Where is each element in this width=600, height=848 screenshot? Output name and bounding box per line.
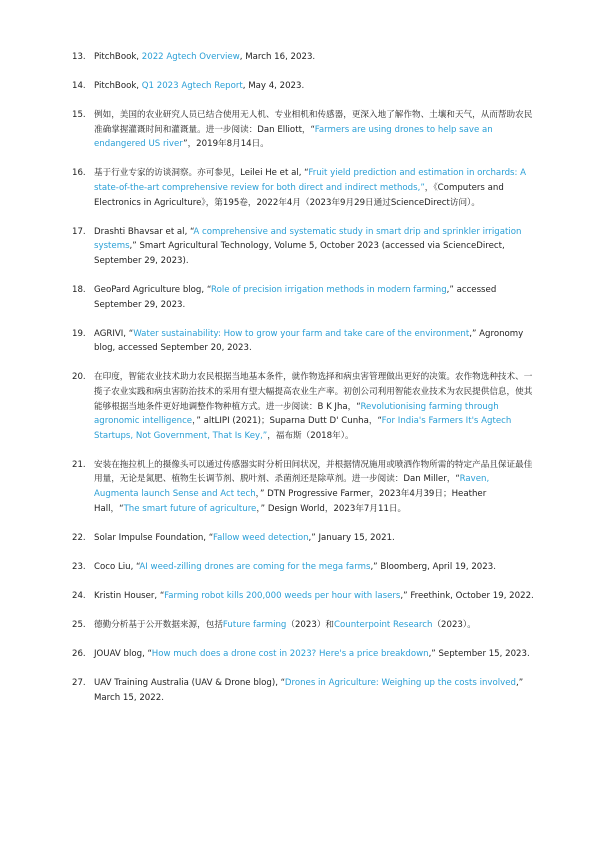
reference-text-segment: （2023）和 <box>286 620 335 631</box>
reference-text-segment: PitchBook, <box>94 81 142 92</box>
reference-link[interactable]: Farming robot kills 200,000 weeds per hour with lasers <box>164 590 401 601</box>
reference-link[interactable]: Future farming <box>222 620 287 631</box>
reference-text <box>94 560 534 575</box>
reference-link[interactable]: Revolutionising farming through agronomic intelligence <box>94 401 499 427</box>
reference-number: 19. <box>72 328 86 339</box>
reference-text-segment: （2023）。 <box>432 620 476 631</box>
reference-item <box>0 647 600 662</box>
reference-link[interactable]: Water sustainability: How to grow your farm and take care of the environment <box>133 328 470 339</box>
reference-text-segment: ,” January 15, 2021. <box>308 532 395 543</box>
reference-item <box>0 79 600 94</box>
reference-text-segment: GeoPard Agriculture blog, “ <box>94 285 212 296</box>
reference-text-segment: ,” Agronomy blog, accessed September 20, 2023. <box>94 328 524 354</box>
reference-item <box>0 560 600 575</box>
reference-number: 13. <box>72 52 86 62</box>
reference-item <box>0 225 600 269</box>
reference-text-segment: ，” DTN Progressive Farmer，2023年4月39日；Heather Hall，“ <box>94 489 487 514</box>
reference-link[interactable]: Fallow weed detection <box>212 532 309 543</box>
reference-link[interactable]: AI weed-zilling drones are coming for the mega farms <box>139 561 371 572</box>
reference-number: 18. <box>72 285 86 296</box>
reference-item <box>0 618 600 633</box>
reference-item <box>0 166 600 210</box>
reference-list <box>0 50 600 720</box>
reference-link[interactable]: Drones in Agriculture: Weighing up the costs involved <box>284 678 516 689</box>
reference-text <box>94 618 534 633</box>
reference-text-segment: UAV Training Australia (UAV & Drone blog), “ <box>94 678 285 689</box>
reference-text-segment: 例如，美国的农业研究人员已结合使用无人机、专业相机和传感器，更深入地了解作物、土壤和天气，从而帮助农民准确掌握灌溉时间和灌溉量。进一步阅读：Dan Elliott，“ <box>94 110 533 135</box>
reference-text-segment: ,” accessed September 29, 2023. <box>94 285 497 310</box>
reference-text <box>94 166 534 210</box>
reference-text-segment: ，” altLIPI (2021)；Suparna Dutt D' Cunha，“ <box>192 416 382 427</box>
reference-link[interactable]: Raven, Augmenta launch Sense and Act tech <box>94 474 490 500</box>
reference-text <box>94 589 534 604</box>
reference-link[interactable]: Fruit yield prediction and estimation in orchards: A state-of-the-art comprehensive review for both direct and indirect methods,” <box>94 168 527 194</box>
reference-text-segment: AGRIVI, “ <box>94 328 134 339</box>
reference-number: 16. <box>72 168 86 179</box>
reference-text <box>94 458 534 516</box>
reference-number: 22. <box>72 532 86 543</box>
reference-text-segment: PitchBook, <box>94 52 142 62</box>
reference-text-segment: ”，2019年8月14日。 <box>183 139 269 150</box>
reference-item <box>0 283 600 312</box>
reference-text <box>94 531 534 546</box>
reference-link[interactable]: Counterpoint Research <box>334 620 433 631</box>
reference-link[interactable]: 2022 Agtech Overview <box>141 52 240 62</box>
reference-text <box>94 647 534 662</box>
reference-number: 21. <box>72 459 86 470</box>
reference-number: 24. <box>72 590 86 601</box>
reference-text <box>94 225 534 269</box>
reference-text-segment: , March 16, 2023. <box>239 52 316 62</box>
reference-link[interactable]: Role of precision irrigation methods in modern farming <box>211 285 447 296</box>
reference-text <box>94 327 534 356</box>
reference-number: 20. <box>72 372 86 383</box>
reference-item <box>0 327 600 356</box>
reference-item <box>0 458 600 516</box>
reference-text-segment: 德勤分析基于公开数据来源，包括 <box>94 620 223 631</box>
reference-link[interactable]: Farmers are using drones to help save an endangered US river <box>94 124 493 150</box>
reference-text-segment: ，福布斯（2018年）。 <box>267 430 354 441</box>
reference-link[interactable]: For India's Farmers It's Agtech Startups, Not Government, That Is Key,” <box>94 416 512 441</box>
reference-text-segment: Coco Liu, “ <box>94 561 140 572</box>
reference-text-segment: Solar Impulse Foundation, “ <box>94 532 213 543</box>
reference-text-segment: ,” September 15, 2023. <box>428 649 530 660</box>
reference-number: 23. <box>72 561 86 572</box>
reference-item <box>0 589 600 604</box>
reference-text-segment: , May 4, 2023. <box>242 81 305 92</box>
reference-text-segment: Drashti Bhavsar et al, “ <box>94 226 194 237</box>
reference-number: 25. <box>72 620 86 631</box>
reference-link[interactable]: How much does a drone cost in 2023? Here's a price breakdown <box>151 649 429 660</box>
reference-number: 26. <box>72 649 86 660</box>
reference-number: 17. <box>72 226 86 237</box>
reference-text-segment: JOUAV blog, “ <box>94 649 152 660</box>
reference-text-segment: ，《Computers and Electronics in Agriculture》，第195卷，2022年4月（2023年9月29日通过ScienceDirect访问）。 <box>94 183 504 208</box>
reference-number: 14. <box>72 81 86 92</box>
reference-link[interactable]: The smart future of agriculture <box>123 503 257 514</box>
reference-text <box>94 50 534 65</box>
reference-number: 15. <box>72 110 86 121</box>
reference-text <box>94 283 534 312</box>
reference-item <box>0 531 600 546</box>
reference-text-segment: 安装在拖拉机上的摄像头可以通过传感器实时分析田间状况，并根据情况施用或喷洒作物所需的特定产品且保证最佳用量，无论是氮肥、植物生长调节剂、脱叶剂、杀菌剂还是除草剂。进一步阅读：Dan Miller，“ <box>94 459 533 485</box>
reference-text-segment: 在印度，智能农业技术助力农民根据当地基本条件，就作物选择和病虫害管理做出更好的决策。农作物选种技术、一揽子农业实践和病虫害防治技术的采用有望大幅提高农业生产率。初创公司利用智能农业技术为农民提供信息，使其能够根据当地条件更好地调整作物种植方式。进一步阅读：B K Jha，“ <box>94 372 533 412</box>
reference-text-segment: Kristin Houser, “ <box>94 590 165 601</box>
reference-link[interactable]: Q1 2023 Agtech Report <box>141 81 243 92</box>
reference-text-segment: ,” Smart Agricultural Technology, Volume 5, October 2023 (accessed via ScienceDirect, September 29, 2023). <box>94 241 505 266</box>
reference-item <box>0 108 600 152</box>
reference-text-segment: ，” Design World，2023年7月11日。 <box>256 503 407 514</box>
reference-link[interactable]: A comprehensive and systematic study in smart drip and sprinkler irrigation systems <box>94 226 522 252</box>
reference-text-segment: 基于行业专家的访谈洞察。亦可参见，Leilei He et al, “ <box>94 168 309 179</box>
reference-text <box>94 676 534 705</box>
reference-text-segment: ,” Bloomberg, April 19, 2023. <box>370 561 496 572</box>
reference-item <box>0 676 600 705</box>
reference-text <box>94 108 534 152</box>
reference-text-segment: ,” Freethink, October 19, 2022. <box>400 590 534 601</box>
reference-item <box>0 50 600 65</box>
reference-item <box>0 370 600 443</box>
reference-text <box>94 79 534 94</box>
reference-text-segment: ,” March 15, 2022. <box>94 678 524 703</box>
reference-text <box>94 370 534 443</box>
reference-number: 27. <box>72 678 86 689</box>
